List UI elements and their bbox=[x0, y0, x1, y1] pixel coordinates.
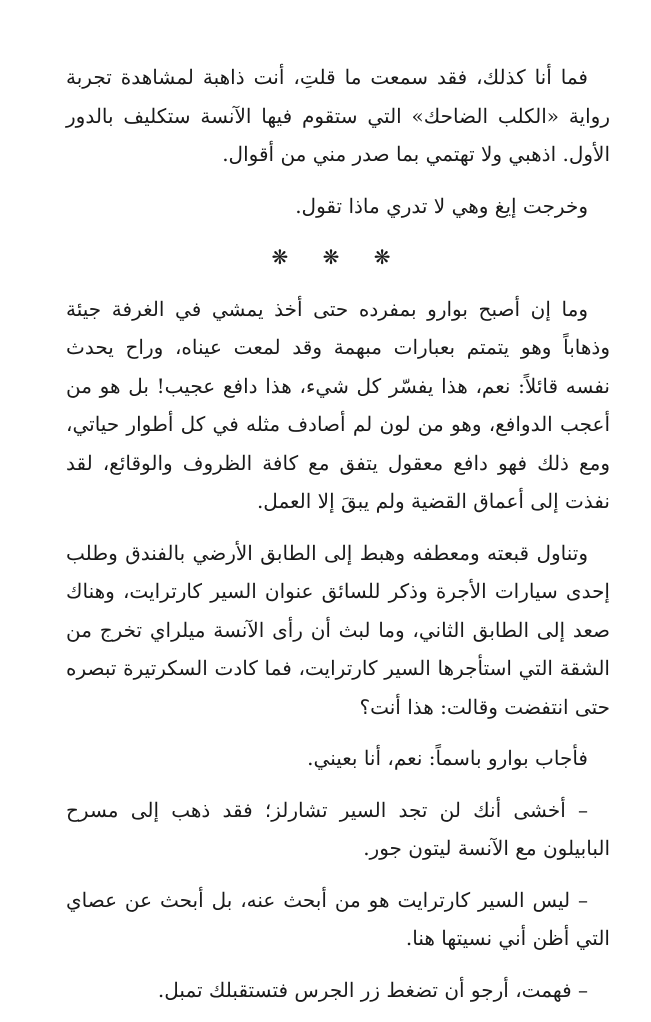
section-separator: ❋ ❋ ❋ bbox=[271, 245, 405, 269]
paragraph-poirot-goes-out: وتناول قبعته ومعطفه وهبط إلى الطابق الأرضي بالفندق وطلب إحدى سيارات الأجرة وذكر للسائق عنوان السير كارترايت، وهناك صعد إلى الطابق الثاني، وما لبث أن رأى الآنسة ميلراي تخرج من الشقة التي استأجرها السير كارترايت، فما كادت السكرتيرة تبصره حتى انتفضت وقالت: هذا أنت؟ bbox=[66, 540, 610, 719]
paragraph-egg-leaves: وخرجت إيغ وهي لا تدري ماذا تقول. bbox=[295, 193, 588, 218]
dialogue-line-secretary: – أخشى أنك لن تجد السير تشارلز؛ فقد ذهب إلى مسرح البابيلون مع الآنسة ليتون جور. bbox=[66, 797, 610, 860]
book-page bbox=[66, 58, 610, 1022]
dialogue-line-poirot: – ليس السير كارترايت هو من أبحث عنه، بل أبحث عن عصاي التي أظن أني نسيتها هنا. bbox=[66, 887, 610, 950]
paragraph-poirot-alone: وما إن أصبح بوارو بمفرده حتى أخذ يمشي في الغرفة جيئة وذهاباً وهو يتمتم بعبارات مبهمة وقد لمعت عيناه، وراح يحدث نفسه قائلاً: نعم، هذا يفسّر كل شيء، هذا دافع عجيب! بل هو من أعجب الدوافع، وهو من لون لم أصادف مثله في كل أطوار حياتي، ومع ذلك فهو دافع معقول يتفق مع كافة الظروف والوقائع، لقد نفذت إلى أعماق القضية ولم يبقَ إلا العمل. bbox=[66, 296, 610, 513]
paragraph-poirot-dismisses-egg: فما أنا كذلك، فقد سمعت ما قلتِ، أنت ذاهبة لمشاهدة تجربة رواية «الكلب الضاحك» التي ستقوم فيها الآنسة ستكليف بالدور الأول. اذهبي ولا تهتمي بما صدر مني من أقوال. bbox=[66, 65, 610, 166]
paragraph-poirot-reply: فأجاب بوارو باسماً: نعم، أنا بعيني. bbox=[307, 746, 588, 770]
dialogue-line-secretary-2: – فهمت، أرجو أن تضغط زر الجرس فتستقبلك تمبل. bbox=[157, 977, 588, 1002]
